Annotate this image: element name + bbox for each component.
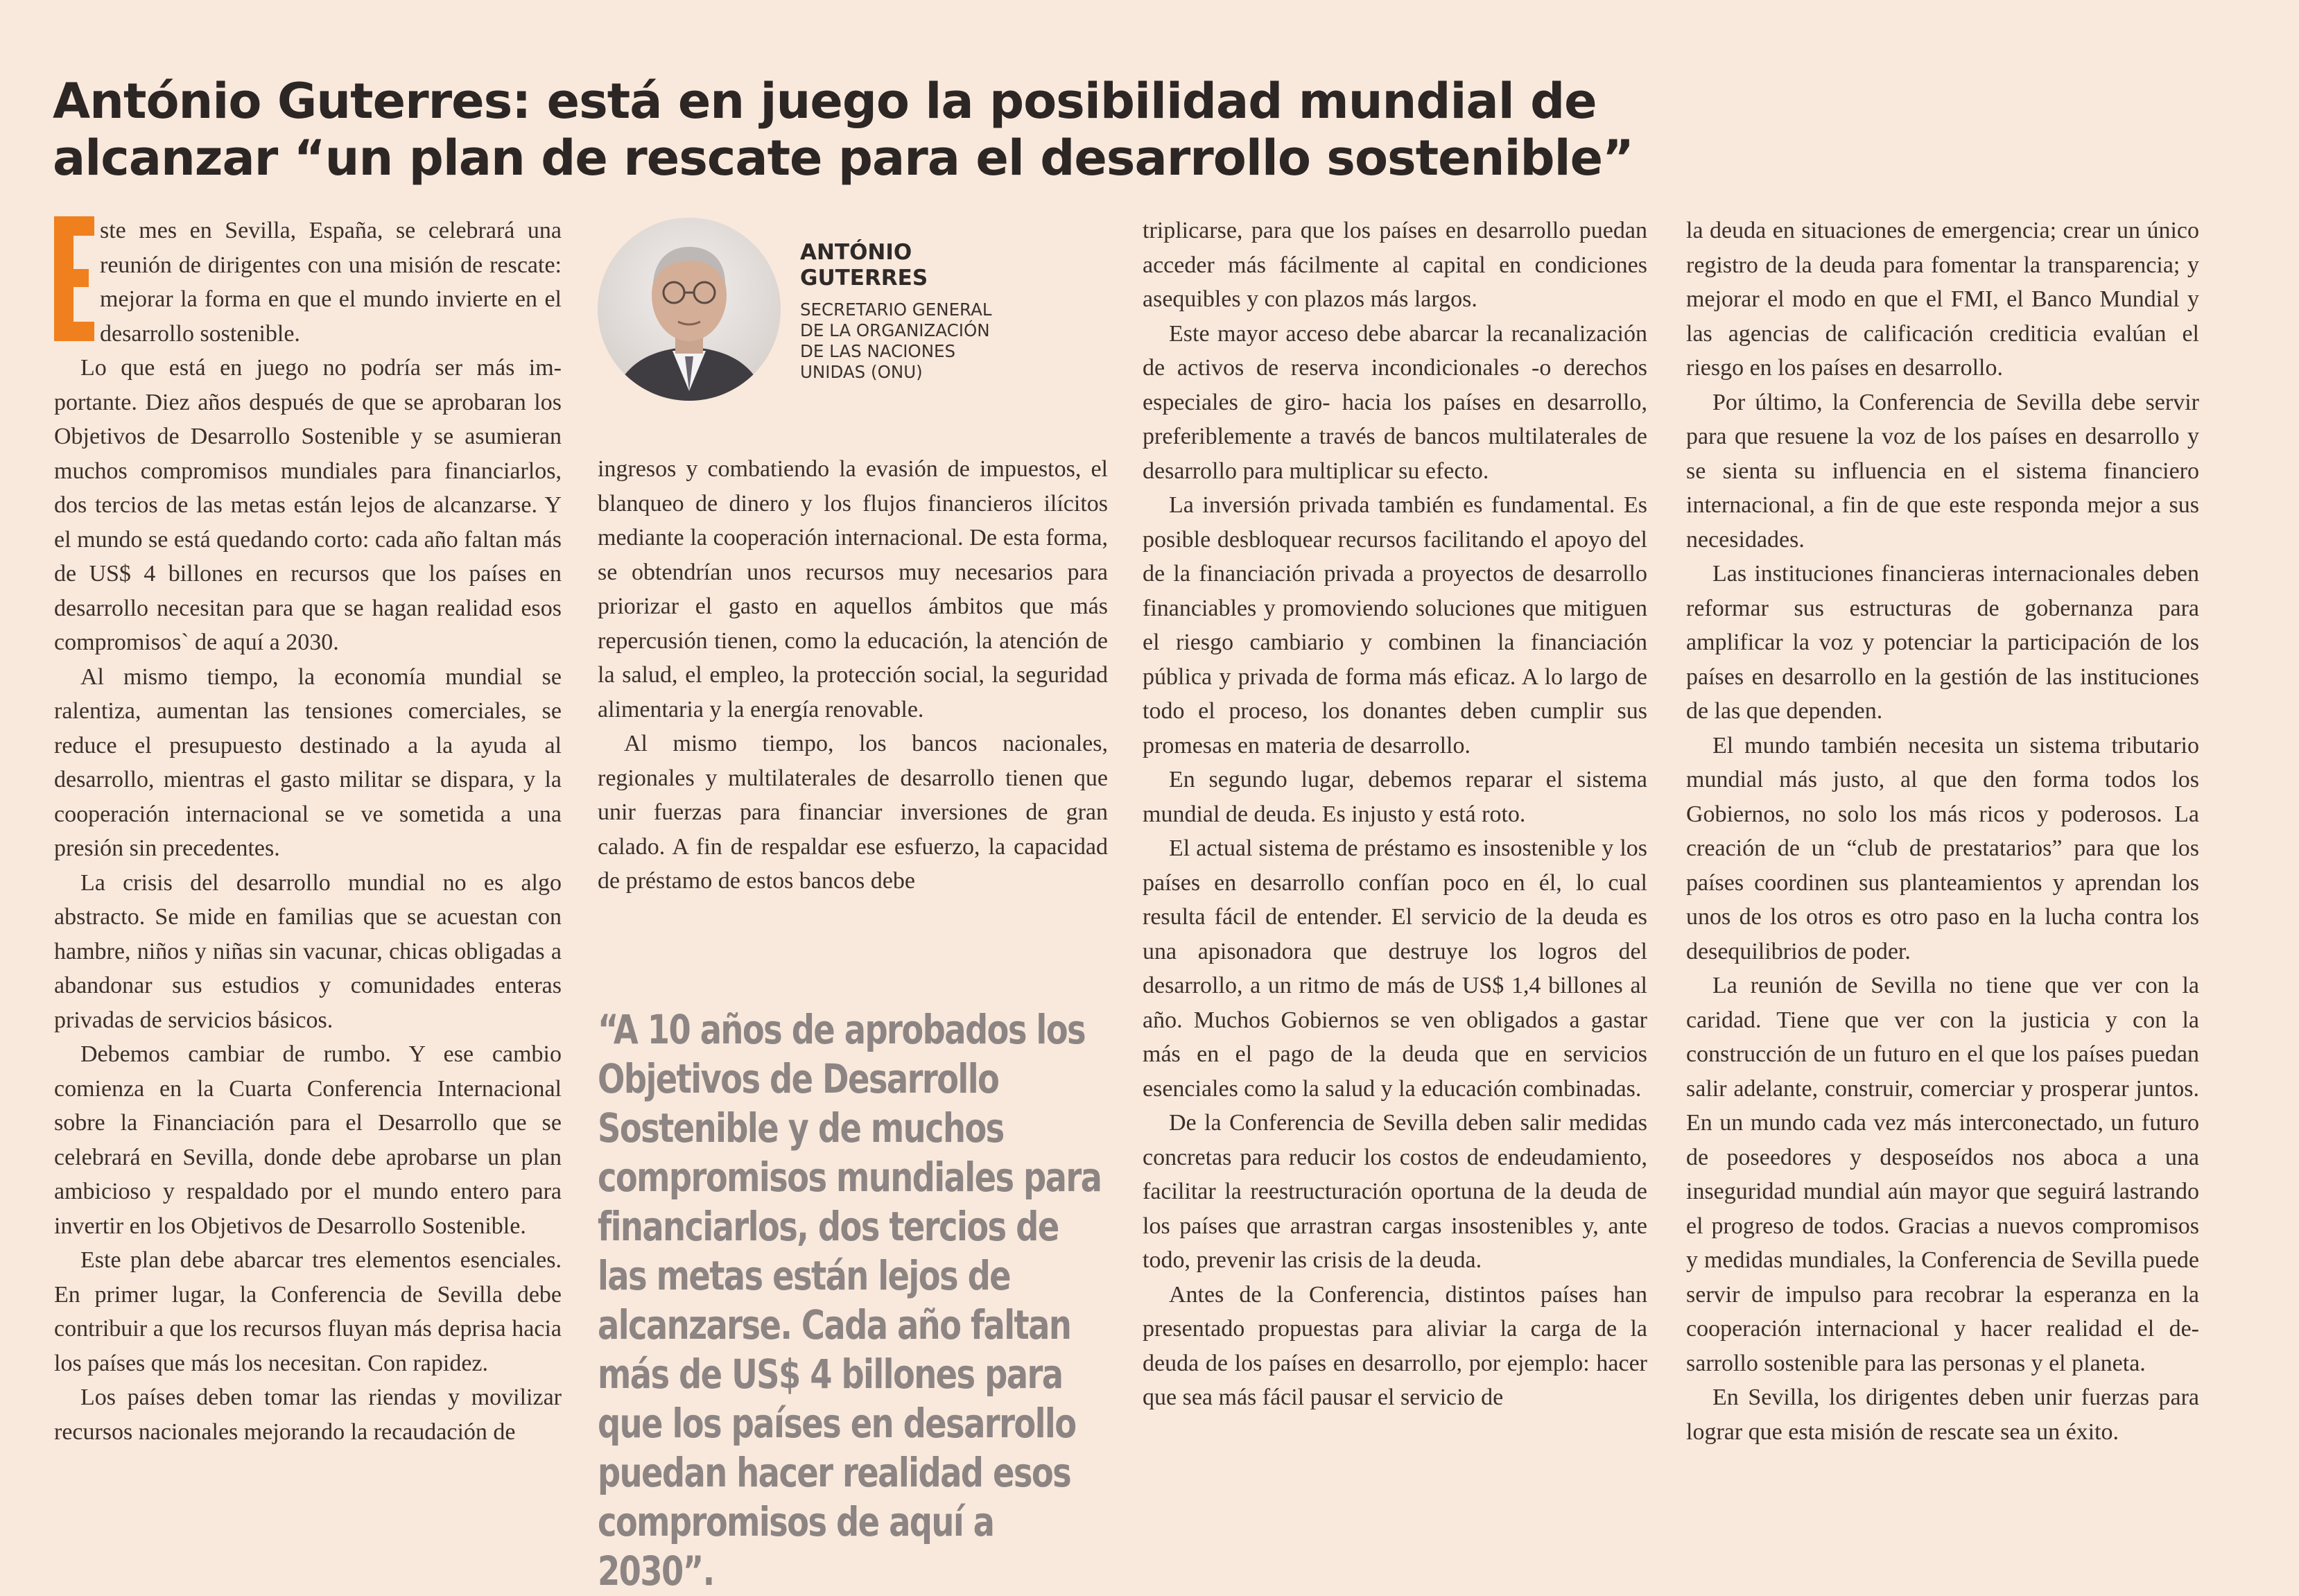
article-column-2 [598,452,1108,899]
author-role-line: DE LAS NACIONES [800,341,956,361]
paragraph: Este mayor acceso debe abarcar la recanalización de activos de reserva incondicionales -o derechos especiales de giro- hacia los países en desarrollo, preferiblemente a través de bancos multilaterales de desarrollo para multiplicar su efecto. [1143,320,1647,484]
paragraph: ingresos y combatiendo la evasión de impuestos, el blanqueo de dinero y los flujos financieros ilícitos mediante la cooperación internacional. De esta forma, se obtendrían unos recursos muy necesarios para priorizar el gasto en aquellos ámbitos que más repercusión tienen, como la educación, la atención de la salud, el empleo, la protección social, la seguridad alimentaria y la energía renovable. [598,456,1108,722]
author-role-line: SECRETARIO GENERAL [800,300,992,320]
paragraph: Antes de la Conferencia, distintos países han presentado propuestas para aliviar la carga de la deuda de los países en desarrollo, por ejemplo: hacer que sea más fácil pausar el servicio de [1143,1281,1647,1410]
dropcap-e-icon [54,216,94,341]
headline-line-1: António Guterres: está en juego la posibilidad mundial de [53,72,1597,130]
paragraph: El mundo también necesita un sistema tributario mundial más justo, al que den forma todos los Gobiernos, no solo los más ricos y poderosos. La creación de un “club de prestatarios” para que los países coordinen sus planteamientos y aprendan los unos de los otros es otro paso en la lucha contra los desequilibrios de poder. [1686,732,2199,964]
author-portrait [598,218,781,401]
author-role-line: DE LA ORGANIZACIÓN [800,320,990,340]
svg-text:E: E [54,216,55,217]
dropcap-letter [54,216,94,341]
portrait-photo-icon [598,218,781,401]
paragraph: La reunión de Sevilla no tiene que ver con la caridad. Tiene que ver con la justicia y con la construcción de un futuro en el que los países puedan salir adelante, construir, comerciar y prosperar juntos. En un mundo cada vez más interconectado, un futuro de poseedores y desposeídos nos aboca a una inseguridad mundial aún mayor que seguirá lastrando el progreso de todos. Gracias a nuevos compromisos y medidas mundiales, la Conferencia de Sevilla puede servir de impulso para recobrar la esperanza en la cooperación internacional y hacer realidad el desarrollo sostenible para las personas y el planeta. [1686,973,2199,1376]
paragraph: Lo que está en juego no podría ser más importante. Diez años después de que se aprobaran los Objetivos de Desarrollo Sostenible y se asumieran muchos compromisos mundiales para financiarlos, dos tercios de las metas están lejos de alcanzarse. Y el mundo se está quedando corto: cada año faltan más de US$ 4 billones en recursos que los países en desarrollo necesitan para que se hagan realidad esos compromisos` de aquí a 2030. [54,355,562,655]
paragraph: En segundo lugar, debemos reparar el sistema mundial de deuda. Es injusto y está roto. [1143,767,1647,827]
author-name-first: ANTÓNIO [800,240,912,265]
paragraph: Los países deben tomar las riendas y movilizar recursos nacionales mejorando la recaudación de [54,1385,562,1445]
author-block [598,218,1108,412]
pull-quote: “A 10 años de aprobados los Objetivos de Desarrollo Sostenible y de muchos compromisos mundiales para financiarlos, dos tercios de las metas están lejos de alcanzarse. Cada año faltan más de US$ 4 billones para que los países en desarrollo puedan hacer realidad esos compromisos de aquí a 2030”. [598,1006,1102,1595]
paragraph: Debemos cambiar de rumbo. Y ese cambio comienza en la Cuarta Conferencia Internacional sobre la Financiación para el Desarrollo que se celebrará en Sevilla, donde debe aprobarse un plan ambicioso y respaldado por el mundo entero para invertir en los Objetivos de Desarrollo Sostenible. [54,1041,562,1239]
paragraph: Por último, la Conferencia de Sevilla debe servir para que resuene la voz de los países en desarrollo y se sienta su influencia en el sistema financiero internacional, a fin de que este responda mejor a sus necesidades. [1686,389,2199,553]
paragraph: triplicarse, para que los países en desarrollo puedan acceder más fácilmente al capital en condiciones asequibles y con plazos más largos. [1143,218,1647,312]
paragraph: La inversión privada también es fundamental. Es posible desbloquear recursos facilitando el apoyo del de la financiación privada a proyectos de desarrollo financiables y promoviendo soluciones que mitiguen el riesgo cambiario y combinen la financiación pública y privada de forma más eficaz. A lo largo de todo el proceso, los donantes deben cumplir sus promesas en materia de desarrollo. [1143,492,1647,758]
paragraph: la deuda en situaciones de emergencia; crear un único registro de la deuda para fomentar la transparencia; y mejorar el modo en que el FMI, el Banco Mundial y las agencias de calificación crediticia evalúan el riesgo en los países en desarrollo. [1686,218,2199,381]
headline-line-2: alcanzar “un plan de rescate para el desarrollo sostenible” [53,129,1634,187]
paragraph: ste mes en Sevilla, España, se celebrará una reunión de dirigentes con una misión de rescate: mejorar la forma en que el mundo invierte en el desarrollo sostenible. [100,218,562,347]
article-column-4 [1686,214,2199,1449]
paragraph: La crisis del desarrollo mundial no es algo abstracto. Se mide en familias que se acuestan con hambre, niños y niñas sin vacunar, chicas obligadas a abandonar sus estudios y comunidades enteras privadas de servicios básicos. [54,869,562,1033]
paragraph: Al mismo tiempo, la economía mundial se ralentiza, aumentan las tensiones comerciales, se reduce el presupuesto destinado a la ayuda al desarrollo, mientras el gasto militar se dispara, y la cooperación internacional se ve sometida a una presión sin precedentes. [54,663,562,861]
paragraph: Este plan debe abarcar tres elementos esenciales. En primer lugar, la Conferencia de Sevilla debe contribuir a que los recursos fluyan más deprisa hacia los países que más los necesitan. Con rapidez. [54,1247,562,1376]
article-column-1 [54,214,562,1449]
author-name-last: GUTERRES [800,266,928,290]
author-role-line: UNIDAS (ONU) [800,362,923,382]
paragraph: Las instituciones financieras internacionales deben reformar sus estructuras de gobernanza para amplificar la voz y potenciar la participación de los países en desarrollo en la gestión de las instituciones de las que dependen. [1686,561,2199,724]
paragraph: En Sevilla, los dirigentes deben unir fuerzas para lograr que esta misión de rescate sea un éxito. [1686,1385,2199,1445]
author-name [800,240,1077,291]
author-role [800,300,1077,383]
headline [53,73,2202,187]
paragraph: Al mismo tiempo, los bancos nacionales, regionales y multilaterales de desarrollo tienen que unir fuerzas para financiar inversiones de gran calado. A fin de respaldar ese esfuerzo, la capacidad de préstamo de estos bancos debe [598,731,1108,894]
paragraph: De la Conferencia de Sevilla deben salir medidas concretas para reducir los costos de endeudamiento, facilitar la reestructuración oportuna de la deuda de los países que arrastran cargas insostenibles y, ante todo, prevenir las crisis de la deuda. [1143,1110,1647,1273]
article-column-3 [1143,214,1647,1415]
paragraph: El actual sistema de préstamo es insostenible y los países en desarrollo confían poco en él, lo cual resulta fácil de entender. El servicio de la deuda es una apisonadora que destruye los logros del desarrollo, a un ritmo de más de US$ 1,4 billones al año. Muchos Gobiernos se ven obligados a gastar más en el pago de la deuda que en servicios esenciales como la salud y la educación combinadas. [1143,835,1647,1102]
